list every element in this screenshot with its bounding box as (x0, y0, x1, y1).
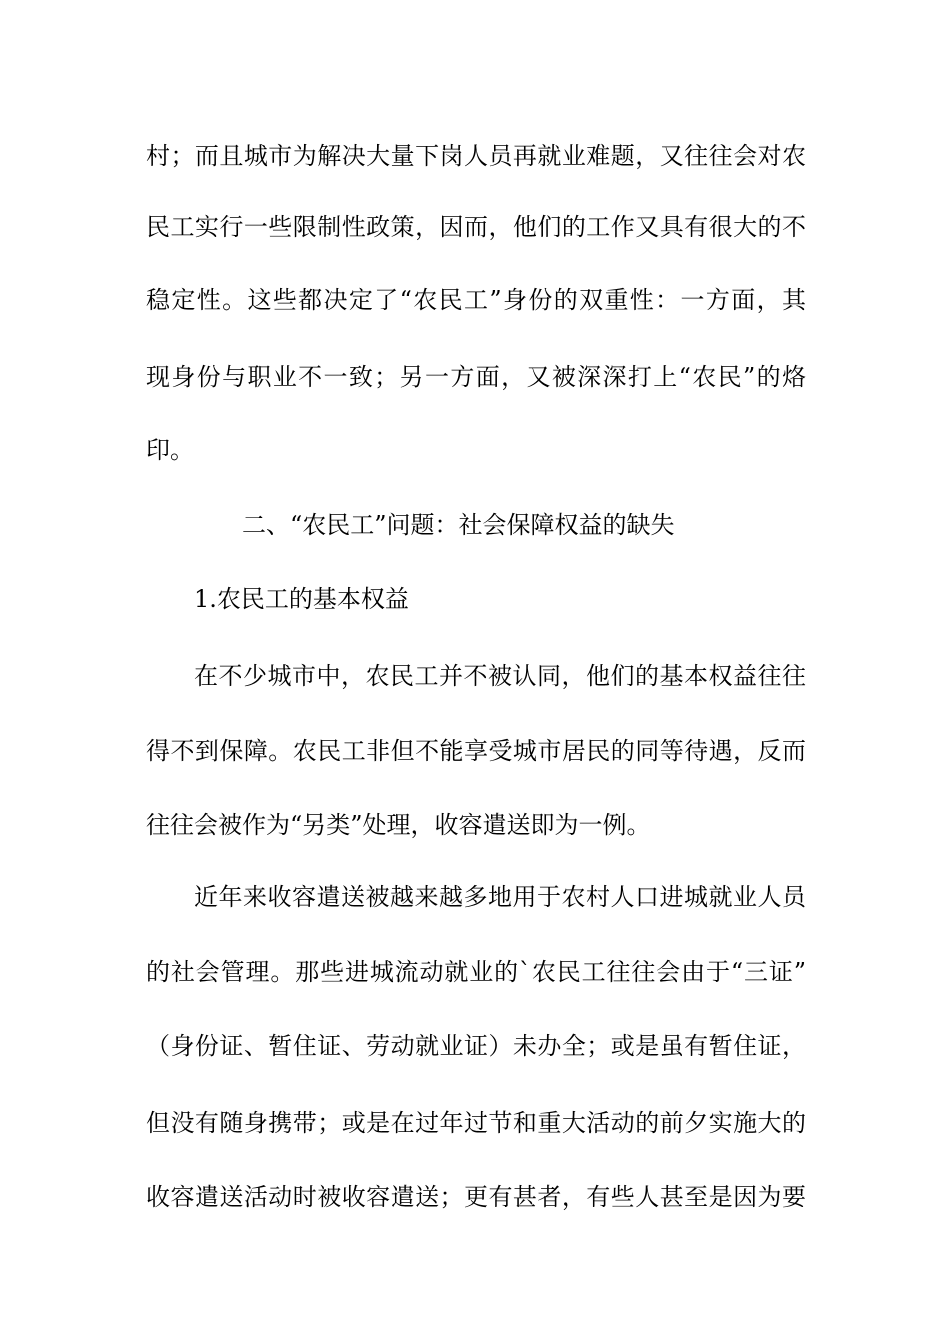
body-text-line: 村；而且城市为解决大量下岗人员再就业难题，又往往会对农 (146, 142, 806, 170)
body-text-line: 但没有随身携带；或是在过年过节和重大活动的前夕实施大的 (146, 1109, 806, 1137)
body-text-line: 得不到保障。农民工非但不能享受城市居民的同等待遇，反而 (146, 737, 806, 765)
section-heading: 二、“农民工”问题：社会保障权益的缺失 (242, 511, 675, 539)
body-text-line: 印。 (146, 436, 194, 464)
body-text-line: 收容遣送活动时被收容遣送；更有甚者，有些人甚至是因为要 (146, 1183, 806, 1211)
body-text-line: （身份证、暂住证、劳动就业证）未办全；或是虽有暂住证， (146, 1032, 806, 1060)
body-text-line: 的社会管理。那些进城流动就业的`农民工往往会由于“三证” (146, 958, 806, 986)
body-text-line: 民工实行一些限制性政策，因而，他们的工作又具有很大的不 (146, 213, 806, 241)
subsection-heading: 1.农民工的基本权益 (194, 585, 409, 613)
body-text-line: 现身份与职业不一致；另一方面，又被深深打上“农民”的烙 (146, 363, 806, 391)
body-text-line: 往往会被作为“另类”处理，收容遣送即为一例。 (146, 811, 651, 839)
body-text-line: 稳定性。这些都决定了“农民工”身份的双重性：一方面，其 (146, 286, 806, 314)
paragraph-first-line: 近年来收容遣送被越来越多地用于农村人口进城就业人员 (194, 883, 806, 911)
paragraph-first-line: 在不少城市中，农民工并不被认同，他们的基本权益往往 (194, 662, 806, 690)
